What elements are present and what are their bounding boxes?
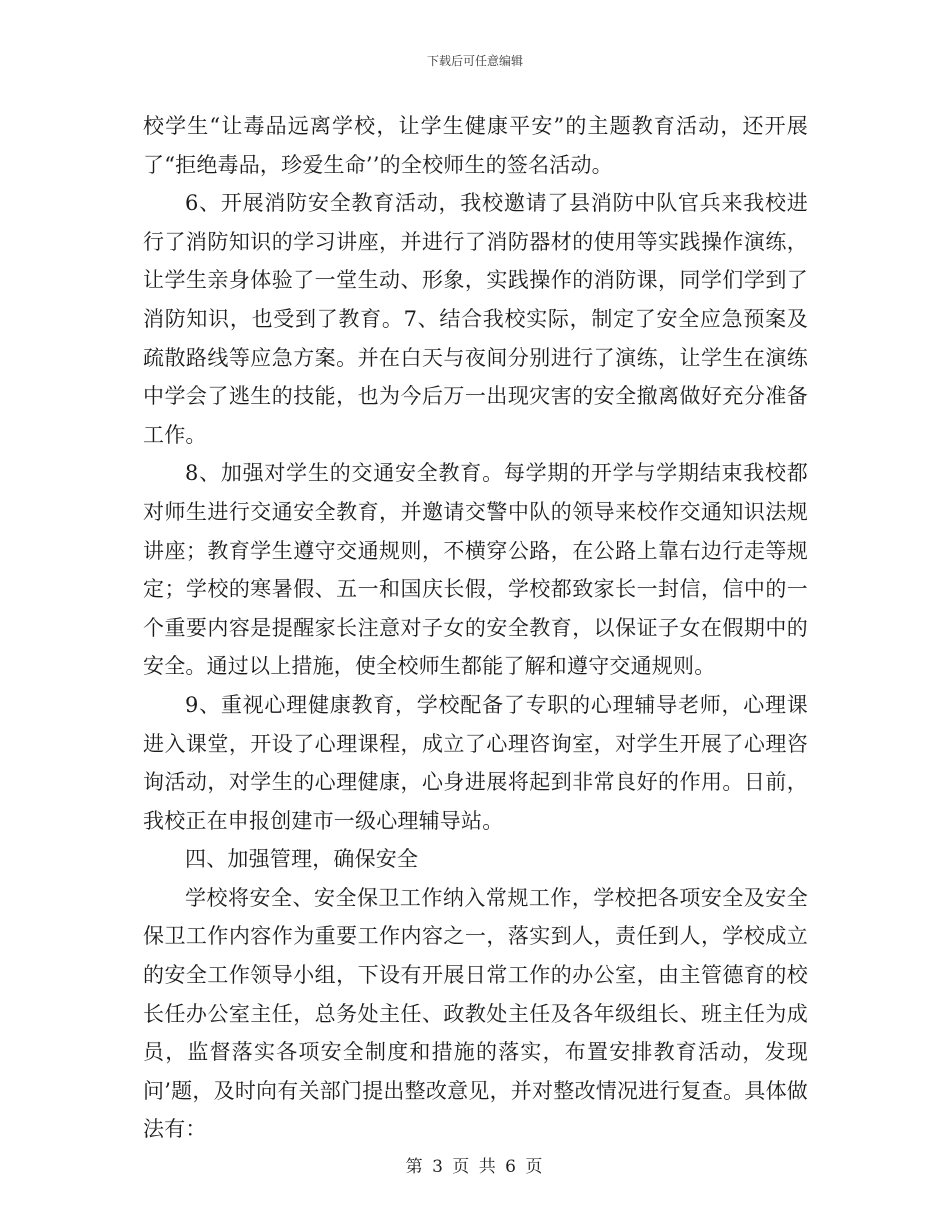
paragraph-traffic-safety: 8、加强对学生的交通安全教育。每学期的开学与学期结束我校都对师生进行交通安全教育，并邀请交警中队的领导来校作交通知识法规讲座；教育学生遵守交通规则，不横穿公路，在公路上靠右边行走等规定；学校的寒暑假、五一和国庆长假，学校都致家长一封信，信中的一个重要内容是提醒家长注意对子女的安全教育，以保证子女在假期中的安全。通过以上措施，使全校师生都能了解和遵守交通规则。 — [143, 461, 808, 679]
paragraph-fire-safety: 6、开展消防安全教育活动，我校邀请了县消防中队官兵来我校进行了消防知识的学习讲座，并进行了消防器材的使用等实践操作演练，让学生亲身体验了一堂生动、形象，实践操作的消防课，同学们学到了消防知识，也受到了教育。7、结合我校实际，制定了安全应急预案及疏散路线等应急方案。并在白天与夜间分别进行了演练，让学生在演练中学会了逃生的技能，也为今后万一出现灾害的安全撤离做好充分准备工作。 — [143, 191, 808, 447]
document-body — [143, 107, 808, 1149]
paragraph-continuation: 校学生“让毒品远离学校，让学生健康平安”的主题教育活动，还开展了“拒绝毒品，珍爱生命’’的全校师生的签名活动。 — [143, 114, 808, 177]
page-footer: 第 3 页 共 6 页 — [405, 1157, 545, 1177]
page-header: 下载后可任意编辑 — [426, 54, 523, 68]
paragraph-mental-health: 9、重视心理健康教育，学校配备了专职的心理辅导老师，心理课进入课堂，开设了心理课程，成立了心理咨询室，对学生开展了心理咨询活动，对学生的心理健康，心身进展将起到非常良好的作用。日前，我校正在申报创建市一级心理辅导站。 — [143, 692, 808, 833]
section-heading: 四、加强管理，确保安全 — [185, 847, 419, 872]
paragraph-management: 学校将安全、安全保卫工作纳入常规工作，学校把各项安全及安全保卫工作内容作为重要工作内容之一，落实到人，责任到人，学校成立的安全工作领导小组，下设有开展日常工作的办公室，由主管德育的校长任办公室主任，总务处主任、政教处主任及各年级组长、班主任为成员，监督落实各项安全制度和措施的落实，布置安排教育活动，发现问’题，及时向有关部门提出整改意见，并对整改情况进行复查。具体做法有： — [143, 885, 808, 1142]
